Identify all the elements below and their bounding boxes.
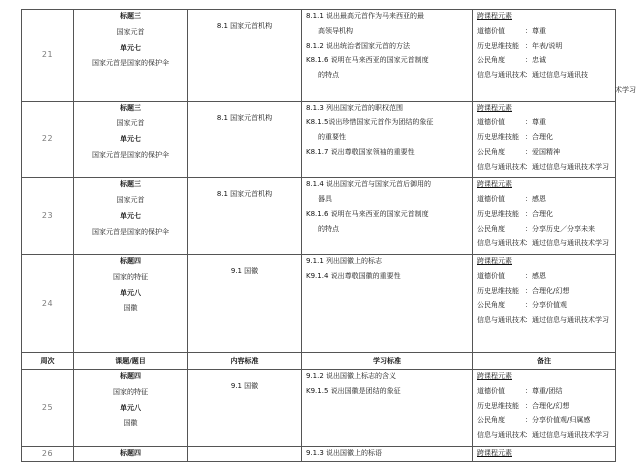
table-row [22,255,616,353]
learning-standard: 的重要性 [318,133,346,141]
topic-title: 标题三 [120,12,141,20]
topic-title: 标题三 [120,180,141,189]
topic-unit: 单元七 [120,43,141,52]
topic-subject: 国家的特征 [113,387,148,396]
topic-unit-title: 国徽 [123,419,138,428]
note-value: ：通过信息与通讯技术学习 [525,431,609,439]
note-value: ：尊重/团结 [525,386,563,395]
week-number: 25 [22,370,74,447]
topic-unit: 单元七 [120,211,141,220]
note-value: ：合理化 [525,209,553,218]
note-item [473,272,615,281]
lesson-plan-table [21,9,636,462]
learning-standard: K8.1.7 说出尊敬国家领袖的重要性 [306,147,415,156]
note-item [473,225,615,234]
content-standard-cell [188,370,302,447]
note-label: 信息与通讯技术 [477,162,526,171]
content-standard-cell [188,178,302,255]
learning-standard: K9.1.5 说出国徽是团结的象征 [306,386,401,395]
note-value: ：年表/说明 [525,41,563,50]
learning-standard: 8.1.1 说出最高元首作为马来西亚的最 [306,12,425,20]
content-standard-cell [188,446,302,461]
header-content: 内容标准 [188,353,302,370]
note-item [473,416,615,425]
note-item [473,133,615,142]
topic-subject: 国家元首 [116,196,145,204]
table-row [22,446,616,461]
table-header-row [22,353,616,370]
learning-standard: 的特点 [318,224,339,233]
note-label: 历史思维技能 [477,41,519,50]
note-value: ：爱国精神 [525,147,560,156]
note-item [473,56,615,65]
note-item [473,195,615,204]
topic-cell [74,255,188,353]
note-item [473,118,615,127]
header-topic: 课题/题目 [74,353,188,370]
learning-standard-cell [302,178,473,255]
topic-cell [74,178,188,255]
note-label: 道德价值 [477,118,505,127]
note-value: ：通过信息与通讯技术学习 [525,316,609,324]
learning-standard: 的特点 [318,71,339,79]
topic-unit: 单元八 [120,403,141,412]
note-item [473,42,615,51]
topic-unit-title: 国家元首是国家的保护伞 [92,150,169,159]
note-label: 道德价值 [477,271,505,280]
learning-standard-cell [302,446,473,461]
note-value: ：通过信息与通讯技 [525,71,588,79]
note-label: 历史思维技能 [477,286,519,295]
cross-curricular-heading: 跨课程元素 [477,180,512,189]
content-standard-cell [188,101,302,178]
content-standard-cell [188,255,302,353]
topic-title: 标题四 [120,448,141,457]
week-number: 23 [22,178,74,255]
header-note: 备注 [473,353,616,370]
note-value: ：感恩 [525,195,546,203]
cross-curricular-heading: 跨课程元素 [477,103,512,112]
topic-unit-title: 国家元首是国家的保护伞 [92,59,169,68]
content-standard: 8.1 国家元首机构 [216,190,273,199]
note-label: 历史思维技能 [477,209,519,218]
note-value: ：分享历史／分享未来 [525,224,595,233]
cross-curricular-heading: 跨课程元素 [477,448,512,457]
note-value: ：尊重 [525,118,546,127]
note-continuation: 术学习 [615,85,636,94]
topic-unit-title: 国家元首是国家的保护伞 [92,227,169,236]
notes-cell [473,255,616,353]
topic-subject: 国家元首 [116,27,145,36]
topic-subject: 国家元首 [116,119,145,128]
cross-curricular-heading: 跨课程元素 [477,372,512,380]
note-value: ：合理化/幻想 [525,286,570,295]
note-label: 道德价值 [477,195,505,203]
note-item [473,431,615,440]
note-label: 信息与通讯技术 [477,431,526,439]
topic-cell [74,10,188,102]
header-week: 周次 [22,353,74,370]
note-value: ：分享价值观/归属感 [525,416,591,425]
topic-cell [74,446,188,461]
note-item [473,71,615,80]
note-item [473,27,615,36]
note-value: ：合理化/幻想 [525,401,570,410]
notes-cell [473,10,636,102]
note-item [473,301,615,310]
notes-cell [473,446,616,461]
note-label: 信息与通讯技术 [477,316,526,324]
learning-standard: K8.1.6 说明在马来西亚的国家元首制度 [306,56,429,65]
content-standard: 9.1 国徽 [230,267,259,275]
note-label: 信息与通讯技术 [477,239,526,248]
note-value: ：感恩 [525,271,546,280]
learning-standard: 9.1.2 说出国徽上标志的含义 [306,372,397,380]
note-item [473,402,615,411]
note-label: 道德价值 [477,26,505,35]
learning-standard-cell [302,370,473,447]
content-standard: 9.1 国徽 [230,382,259,390]
topic-cell [74,370,188,447]
notes-cell [473,178,616,255]
topic-title: 标题三 [120,103,141,112]
header-standard: 学习标准 [302,353,473,370]
learning-standard: 9.1.3 说出国徽上的标语 [306,448,383,457]
note-label: 历史思维技能 [477,133,519,141]
topic-unit: 单元八 [120,288,141,297]
content-standard: 8.1 国家元首机构 [216,113,273,122]
note-item [473,148,615,157]
learning-standard: K9.1.4 说出尊敬国徽的重要性 [306,271,401,280]
learning-standard: K8.1.5说出珍惜国家元首作为团结的象征 [306,118,434,127]
note-item [473,387,615,396]
cross-curricular-heading: 跨课程元素 [477,257,512,265]
note-value: ：分享价值观 [525,301,567,310]
cross-curricular-heading: 跨课程元素 [477,12,512,20]
learning-standard: 器具 [318,195,332,203]
note-value: ：通过信息与通讯技术学习 [525,162,609,171]
table-row [22,10,616,102]
learning-standard: 8.1.3 列出国家元首的职权范围 [306,103,404,112]
content-standard-cell [188,10,302,102]
note-item [473,287,615,296]
note-label: 道德价值 [477,386,505,395]
note-value: ：忠诚 [525,56,546,65]
note-value: ：合理化 [525,133,553,141]
learning-standard: 9.1.1 列出国徽上的标志 [306,257,383,265]
note-label: 信息与通讯技术 [477,71,526,79]
note-label: 公民角度 [477,416,505,425]
table-row [22,101,616,178]
learning-standard: 高领导机构 [318,26,353,35]
topic-title: 标题四 [120,257,141,265]
topic-title: 标题四 [120,372,141,380]
note-item [473,239,615,248]
note-label: 公民角度 [477,56,505,65]
week-number: 22 [22,101,74,178]
topic-subject: 国家的特征 [113,272,148,281]
note-item [473,316,615,325]
note-item [473,163,615,172]
topic-unit-title: 国徽 [123,304,138,313]
note-label: 历史思维技能 [477,401,519,410]
notes-cell [473,101,616,178]
learning-standard: 8.1.2 说出统治者国家元首的方法 [306,41,411,50]
note-label: 公民角度 [477,147,505,156]
notes-cell [473,370,616,447]
note-value: ：通过信息与通讯技术学习 [525,239,609,248]
week-number: 26 [22,446,74,461]
learning-standard-cell [302,255,473,353]
note-value: ：尊重 [525,26,546,35]
week-number: 21 [22,10,74,102]
learning-standard-cell [302,10,473,102]
topic-cell [74,101,188,178]
note-label: 公民角度 [477,224,505,233]
learning-standard: 8.1.4 说出国家元首与国家元首后御用的 [306,180,432,189]
learning-standard: K8.1.6 说明在马来西亚的国家元首制度 [306,209,429,218]
content-standard: 8.1 国家元首机构 [216,22,273,30]
learning-standard-cell [302,101,473,178]
note-item [473,210,615,219]
topic-unit: 单元七 [120,135,141,143]
week-number: 24 [22,255,74,353]
note-label: 公民角度 [477,301,505,310]
table-row [22,178,616,255]
table-row [22,370,616,447]
